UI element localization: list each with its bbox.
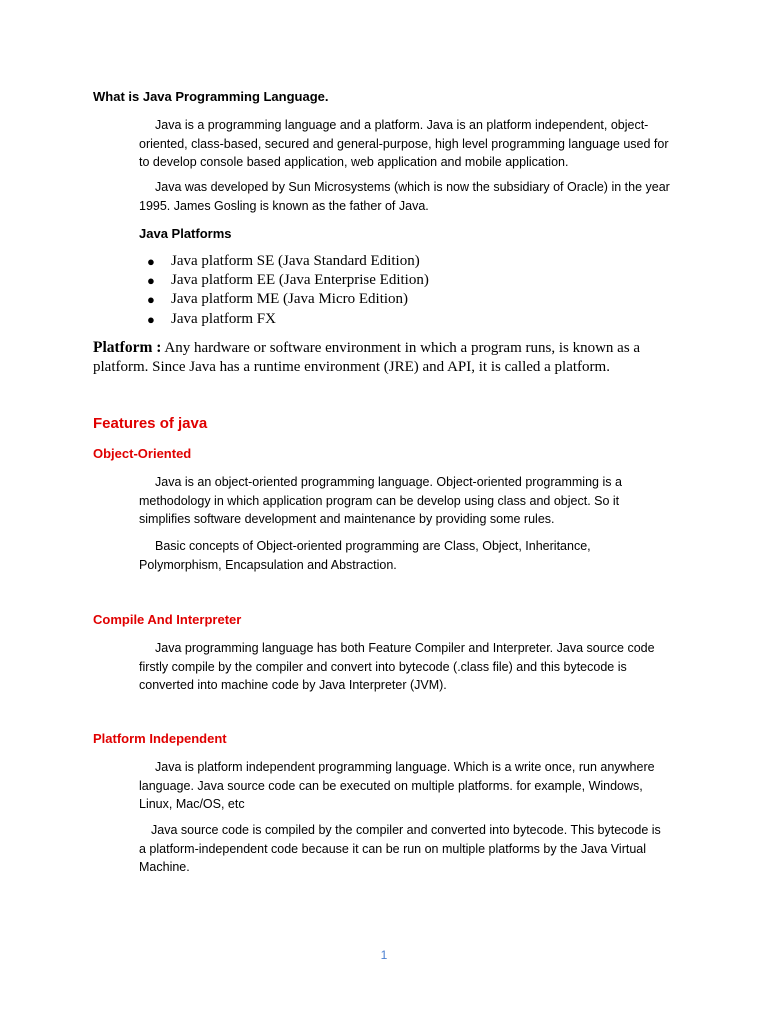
platforms-list — [147, 252, 547, 329]
platform-term: Platform : — [93, 339, 162, 356]
platform-independent-heading: Platform Independent — [93, 731, 227, 746]
platform-definition — [93, 339, 673, 376]
list-item: ● Java platform SE (Java Standard Edition) — [147, 252, 547, 271]
list-item: ● Java platform EE (Java Enterprise Edition) — [147, 271, 547, 290]
intro-paragraph-1: Java is a programming language and a platform. Java is an platform independent, object-oriented, class-based, secured and general-purpose, high level programming language used for to develop console based application, web application and mobile application. — [139, 118, 669, 169]
bullet-icon: ● — [147, 254, 155, 269]
platform-definition-text: Any hardware or software environment in which a program runs, is known as a platform. Since Java has a runtime environment (JRE) and API, it is called a platform. — [93, 340, 641, 375]
page-title: What is Java Programming Language. — [93, 89, 329, 104]
platform-independent-paragraph-1: Java is platform independent programming language. Which is a write once, run anywhere language. Java source code can be executed on multiple platforms. for example, Windows, Linux, Mac/OS, etc — [139, 760, 655, 811]
object-oriented-heading: Object-Oriented — [93, 446, 192, 461]
page-number: 1 — [380, 948, 388, 962]
list-item: ● Java platform ME (Java Micro Edition) — [147, 290, 547, 309]
platform-independent-paragraph-2: Java source code is compiled by the compiler and converted into bytecode. This bytecode is a platform-independent code because it can be run on multiple platforms by the Java Virtual Machine. — [139, 823, 661, 874]
list-item: ● Java platform FX — [147, 310, 547, 329]
intro-paragraph-2: Java was developed by Sun Microsystems (which is now the subsidiary of Oracle) in the year 1995. James Gosling is known as the father of Java. — [139, 180, 670, 213]
bullet-icon: ● — [147, 273, 155, 289]
platforms-heading: Java Platforms — [139, 226, 232, 241]
features-heading: Features of java — [93, 415, 208, 432]
object-oriented-paragraph-1: Java is an object-oriented programming language. Object-oriented programming is a methodology in which application program can be develop using class and object. So it simplifies software development and maintenance by providing some rules. — [139, 475, 622, 526]
object-oriented-paragraph-2: Basic concepts of Object-oriented programming are Class, Object, Inheritance, Polymorphism, Encapsulation and Abstraction. — [139, 539, 591, 572]
compile-heading: Compile And Interpreter — [93, 612, 242, 627]
bullet-icon: ● — [147, 292, 155, 308]
bullet-icon: ● — [147, 311, 155, 327]
compile-paragraph: Java programming language has both Feature Compiler and Interpreter. Java source code firstly compile by the compiler and convert into bytecode (.class file) and this bytecode is converted into machine code by Java Interpreter (JVM). — [139, 641, 655, 692]
